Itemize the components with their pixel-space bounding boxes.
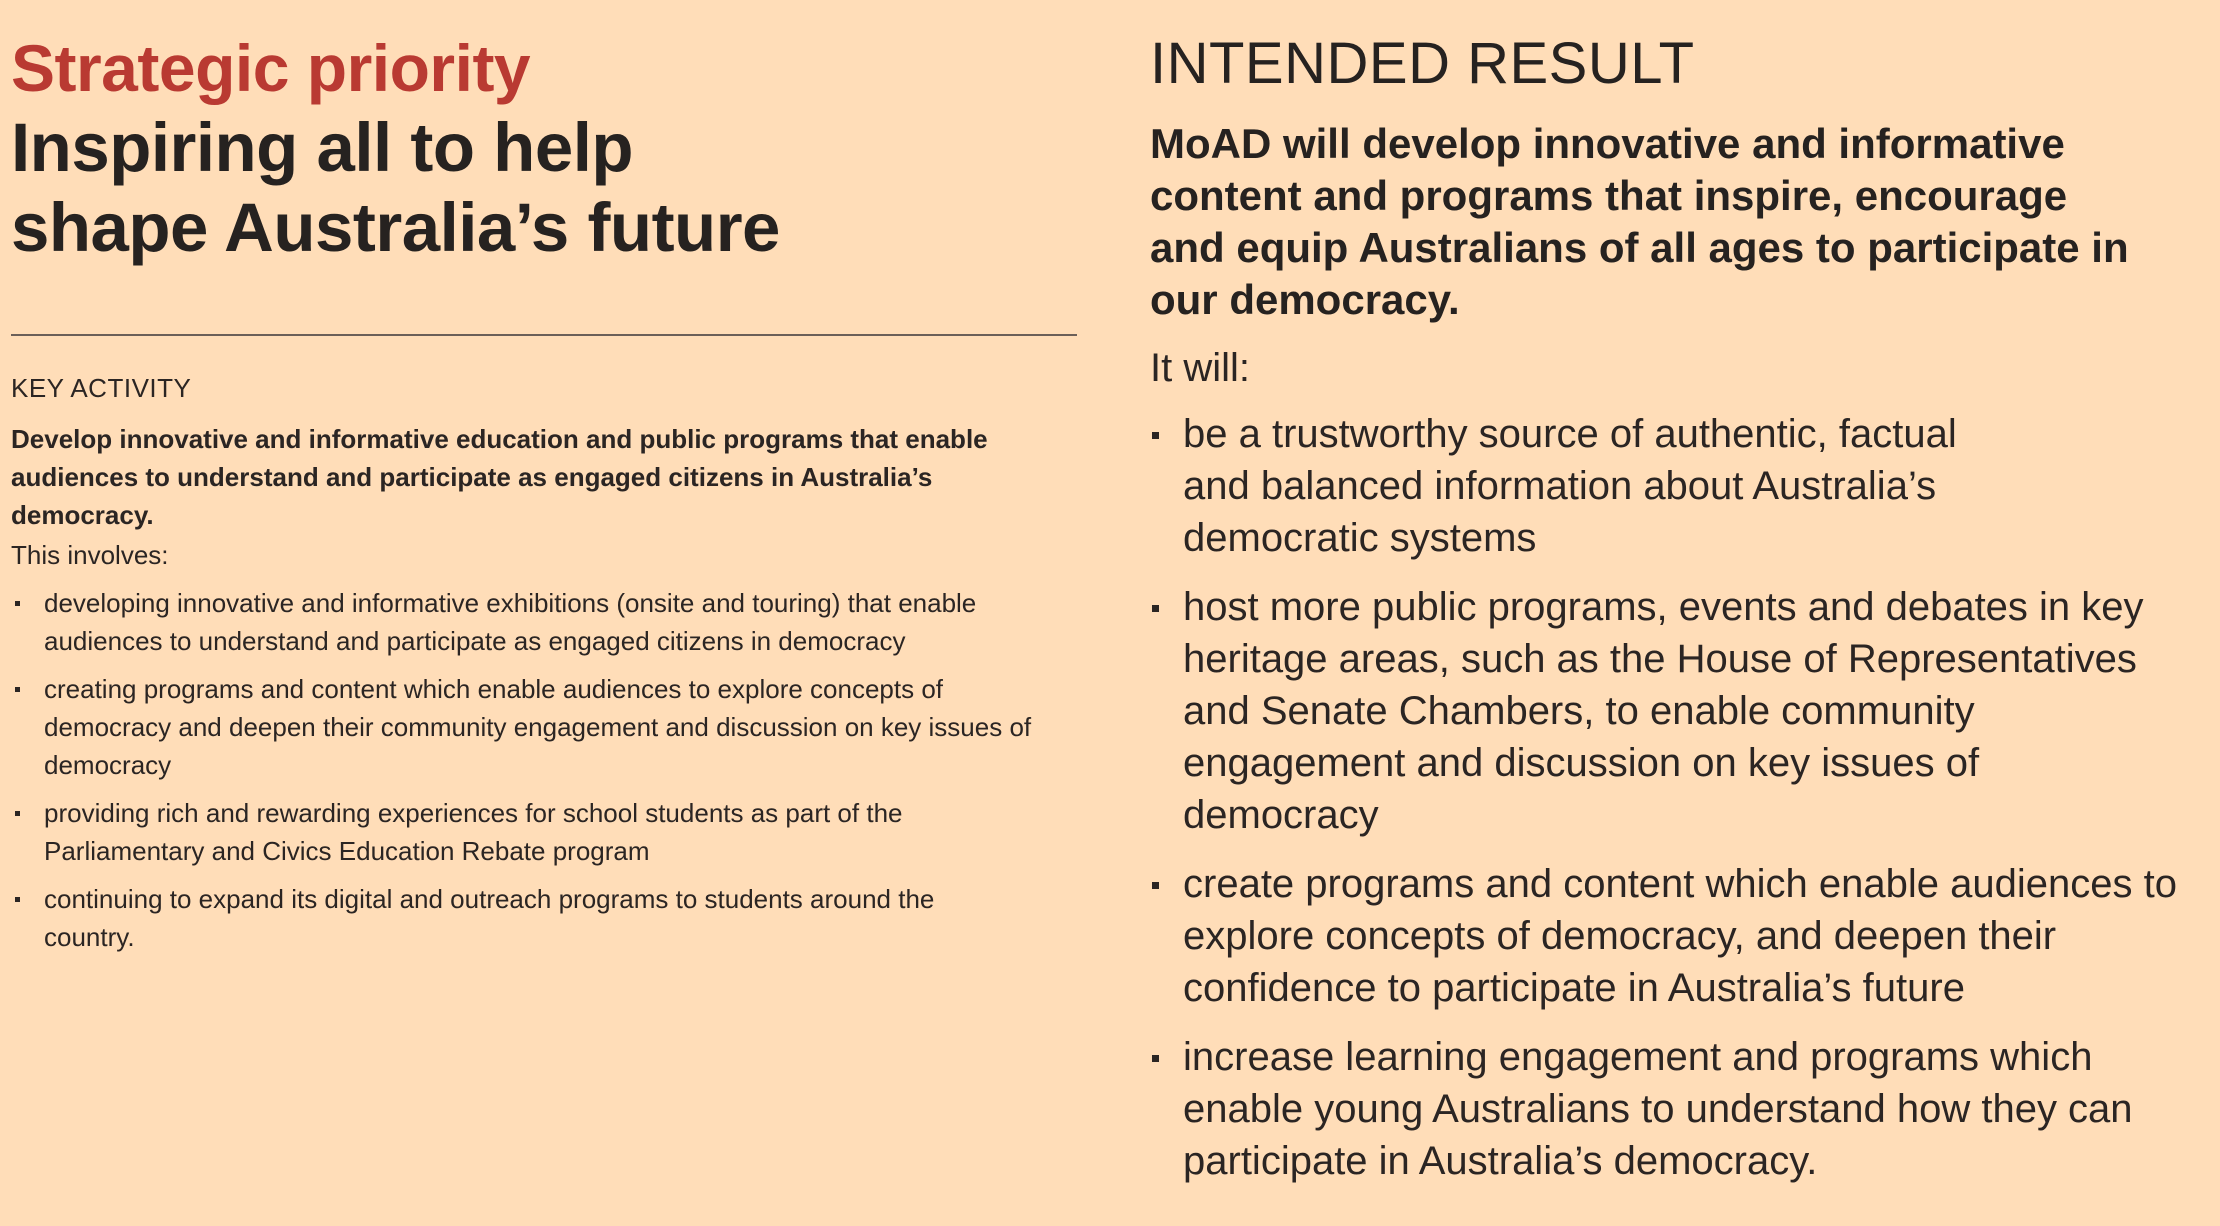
list-item-text: increase learning engagement and programs which enable young Australians to understand how they can participate in Australia’s democracy. [1183, 1035, 2133, 1183]
title-line-1: Inspiring all to help [11, 109, 634, 186]
section-divider [11, 334, 1077, 336]
intended-result-intro: It will: [1150, 346, 1250, 390]
bullet-icon [1152, 432, 1159, 439]
intended-result-label: INTENDED RESULT [1150, 31, 1695, 96]
list-item-text: host more public programs, events and debates in key heritage areas, such as the House of Representatives and Senate Chambers, to enable community engagement and discussion on key issues of democracy [1183, 585, 2144, 837]
list-item [1150, 581, 2183, 841]
strategic-priority-column [11, 28, 1077, 966]
bullet-icon [1152, 605, 1159, 612]
title-line-2: shape Australia’s future [11, 189, 780, 266]
intended-result-lead-wrap [1150, 118, 2212, 326]
key-activity-list [11, 584, 1077, 956]
bullet-icon [1152, 882, 1159, 889]
bullet-icon [15, 897, 20, 902]
intended-result-list [1150, 408, 2212, 1187]
list-item-text: providing rich and rewarding experiences for school students as part of the Parliamentary and Civics Education Rebate program [44, 798, 903, 866]
bullet-icon [15, 811, 20, 816]
intended-result-lead: MoAD will develop innovative and informative content and programs that inspire, encourage and equip Australians of all ages to participate in our democracy. [1150, 120, 2129, 323]
list-item-text: developing innovative and informative exhibitions (onsite and touring) that enable audiences to understand and participate as engaged citizens in democracy [44, 588, 977, 656]
bullet-icon [15, 687, 20, 692]
list-item-text: creating programs and content which enable audiences to explore concepts of democracy and deepen their community engagement and discussion on key issues of democracy [44, 674, 1032, 780]
list-item [11, 584, 1077, 660]
strategic-priority-title [11, 108, 1077, 268]
involves-intro: This involves: [11, 540, 169, 570]
intended-result-column [1150, 30, 2212, 1204]
list-item-text: continuing to expand its digital and outreach programs to students around the country. [44, 884, 935, 952]
key-activity-label: KEY ACTIVITY [11, 373, 192, 403]
list-item-text: create programs and content which enable audiences to explore concepts of democracy, and deepen their confidence to participate in Australia’s future [1183, 862, 2177, 1010]
bullet-icon [1152, 1055, 1159, 1062]
key-activity-lead: Develop innovative and informative education and public programs that enable audiences to understand and participate as engaged citizens in Australia’s democracy. [11, 424, 988, 530]
list-item [11, 794, 1004, 870]
list-item [1150, 1031, 2220, 1187]
strategic-priority-label: Strategic priority [11, 31, 531, 105]
list-item [1150, 408, 2023, 564]
list-item [11, 670, 1034, 784]
bullet-icon [15, 601, 20, 606]
list-item-text: be a trustworthy source of authentic, factual and balanced information about Australia’s democratic systems [1183, 412, 1957, 560]
list-item [11, 880, 994, 956]
list-item [1150, 858, 2220, 1014]
